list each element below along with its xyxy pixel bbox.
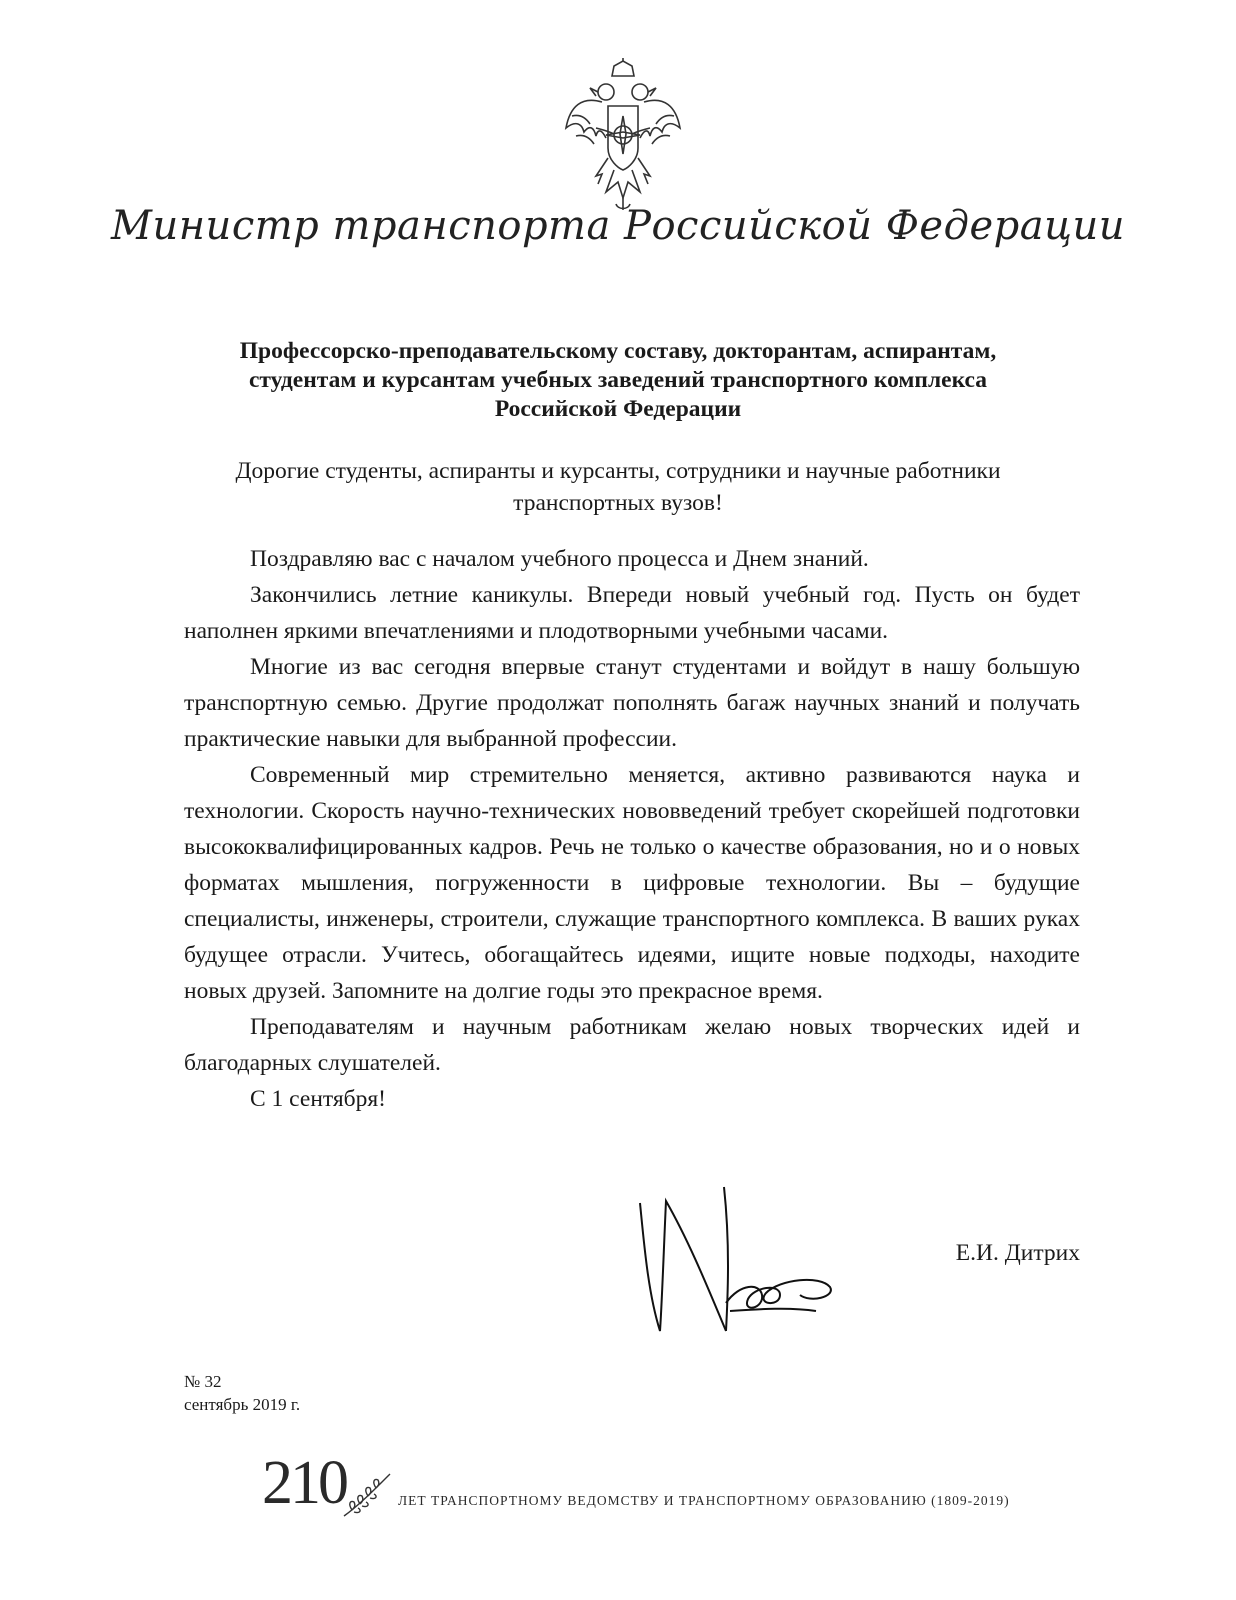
- ministry-letterhead-title: Министр транспорта Российской Федерации: [110, 203, 1125, 249]
- addressee-line: студентам и курсантам учебных заведений транспортного комплекса: [248, 367, 987, 393]
- document-number: № 32: [184, 1372, 222, 1391]
- handwritten-signature: [630, 1183, 840, 1343]
- body-paragraph: С 1 сентября!: [250, 1086, 387, 1112]
- coat-of-arms-emblem: [562, 58, 684, 214]
- addressee-line: Российской Федерации: [494, 396, 742, 422]
- greeting-line: транспортных вузов!: [513, 490, 723, 516]
- laurel-sprig-icon: [338, 1468, 398, 1520]
- document-meta: [184, 1370, 300, 1416]
- addressee-line: Профессорско-преподавательскому составу, докторантам, аспирантам,: [239, 338, 997, 364]
- addressee-block: [150, 337, 1086, 424]
- anniversary-caption: ЛЕТ ТРАНСПОРТНОМУ ВЕДОМСТВУ И ТРАНСПОРТНОМУ ОБРАЗОВАНИЮ (1809-2019): [398, 1493, 1010, 1508]
- signatory-name: Е.И. Дитрих: [955, 1240, 1080, 1266]
- body-paragraph: Преподавателям и научным работникам желаю новых творческих идей и благодарных слушателей.: [184, 1014, 1080, 1076]
- anniversary-number: 210: [262, 1449, 346, 1517]
- body-paragraph: Многие из вас сегодня впервые станут студентами и войдут в нашу большую транспортную семью. Другие продолжат пополнять багаж научных знаний и получать практические навыки для выбранной профессии.: [184, 654, 1080, 752]
- body-paragraph: Современный мир стремительно меняется, активно развиваются наука и технологии. Скорость научно-технических нововведений требует скорейшей подготовки высококвалифицированных кадров. Речь не только о качестве образования, но и о новых форматах мышления, погруженности в цифровые технологии. Вы – будущие специалисты, инженеры, строители, служащие транспортного комплекса. В ваших руках будущее отрасли. Учитесь, обогащайтесь идеями, ищите новые подходы, находите новых друзей. Запомните на долгие годы это прекрасное время.: [184, 762, 1080, 1004]
- greeting-block: [150, 455, 1086, 519]
- greeting-line: Дорогие студенты, аспиранты и курсанты, сотрудники и научные работники: [235, 458, 1001, 484]
- body-paragraph: Поздравляю вас с началом учебного процесса и Днем знаний.: [250, 546, 869, 572]
- letter-body: [184, 541, 1080, 1117]
- body-paragraph: Закончились летние каникулы. Впереди новый учебный год. Пусть он будет наполнен яркими впечатлениями и плодотворными учебными часами.: [184, 582, 1080, 644]
- document-date: сентябрь 2019 г.: [184, 1395, 301, 1414]
